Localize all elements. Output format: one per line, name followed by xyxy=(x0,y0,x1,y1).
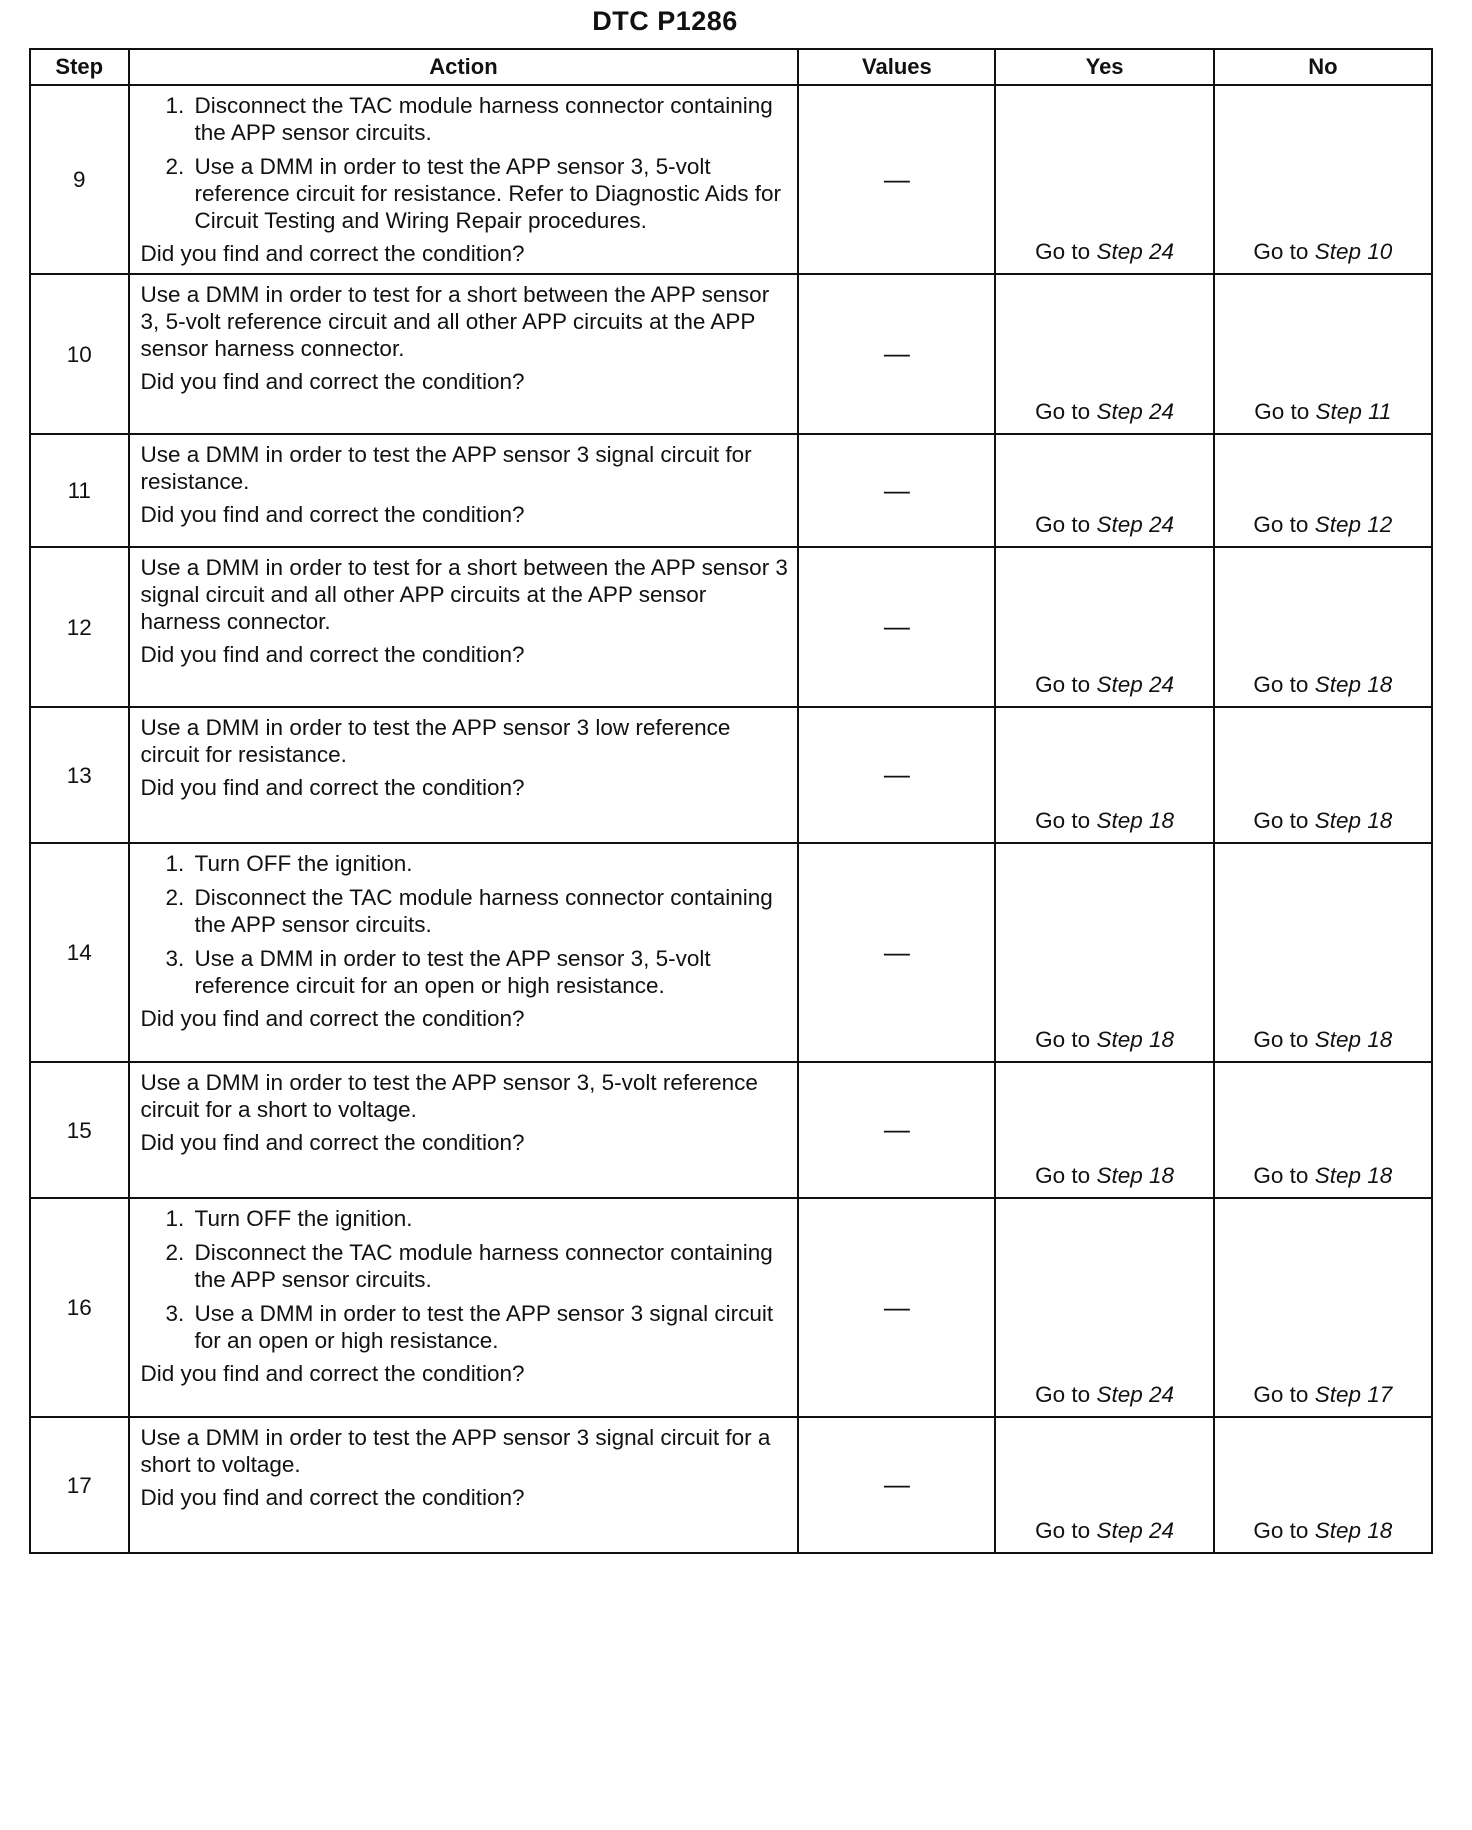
no-cell xyxy=(1214,1198,1432,1417)
action-question: Did you find and correct the condition? xyxy=(140,642,525,667)
yes-step-link: Step 18 xyxy=(1096,1163,1175,1188)
yes-cell xyxy=(995,274,1213,434)
action-cell xyxy=(129,707,799,843)
table-row xyxy=(30,547,1432,707)
action-text: Use a DMM in order to test the APP sensor 3 signal circuit for resistance. xyxy=(140,442,752,494)
step-number: 14 xyxy=(30,843,129,1062)
action-cell xyxy=(129,85,799,274)
action-text: Use a DMM in order to test for a short between the APP sensor 3 signal circuit and all other APP circuits at the APP sensor harness connector. xyxy=(140,555,788,634)
action-question: Did you find and correct the condition? xyxy=(140,369,525,394)
no-prefix: Go to xyxy=(1253,1163,1309,1188)
no-step-link: Step 18 xyxy=(1314,672,1393,697)
table-row xyxy=(30,1417,1432,1553)
action-steps-list xyxy=(141,850,790,999)
step-number: 16 xyxy=(30,1198,129,1417)
yes-prefix: Go to xyxy=(1035,1027,1091,1052)
action-step: 1. Turn OFF the ignition. xyxy=(191,850,790,877)
values-cell: — xyxy=(798,1417,995,1553)
yes-cell xyxy=(995,85,1213,274)
yes-prefix: Go to xyxy=(1035,672,1091,697)
step-number: 10 xyxy=(30,274,129,434)
no-step-link: Step 11 xyxy=(1315,399,1392,424)
yes-step-link: Step 24 xyxy=(1096,1518,1175,1543)
yes-prefix: Go to xyxy=(1035,512,1091,537)
yes-step-link: Step 24 xyxy=(1096,399,1175,424)
no-prefix: Go to xyxy=(1253,672,1309,697)
action-cell xyxy=(129,1198,799,1417)
yes-cell xyxy=(995,1198,1213,1417)
action-cell xyxy=(129,434,799,547)
no-cell xyxy=(1214,1417,1432,1553)
action-question: Did you find and correct the condition? xyxy=(140,241,525,266)
action-steps-list xyxy=(141,1205,790,1354)
yes-cell xyxy=(995,1417,1213,1553)
no-step-link: Step 17 xyxy=(1314,1382,1393,1407)
yes-step-link: Step 24 xyxy=(1096,1382,1175,1407)
action-cell xyxy=(129,274,799,434)
table-row xyxy=(30,843,1432,1062)
table-body xyxy=(30,85,1432,1553)
no-prefix: Go to xyxy=(1253,1518,1309,1543)
values-cell: — xyxy=(798,707,995,843)
yes-cell xyxy=(995,1062,1213,1198)
no-cell xyxy=(1214,707,1432,843)
column-header-no: No xyxy=(1214,49,1432,85)
no-cell xyxy=(1214,843,1432,1062)
step-number: 9 xyxy=(30,85,129,274)
action-text: Use a DMM in order to test the APP sensor 3 signal circuit for a short to voltage. xyxy=(140,1425,771,1477)
action-text: Use a DMM in order to test for a short between the APP sensor 3, 5-volt reference circuit and all other APP circuits at the APP sensor harness connector. xyxy=(140,282,770,361)
column-header-action: Action xyxy=(129,49,799,85)
table-row xyxy=(30,434,1432,547)
action-cell xyxy=(129,547,799,707)
yes-prefix: Go to xyxy=(1035,808,1091,833)
yes-prefix: Go to xyxy=(1035,239,1091,264)
action-cell xyxy=(129,843,799,1062)
yes-cell xyxy=(995,434,1213,547)
table-row xyxy=(30,274,1432,434)
values-cell: — xyxy=(798,547,995,707)
yes-prefix: Go to xyxy=(1035,1382,1091,1407)
no-prefix: Go to xyxy=(1253,1027,1309,1052)
action-question: Did you find and correct the condition? xyxy=(140,1361,525,1386)
action-step: 3. Use a DMM in order to test the APP sensor 3, 5-volt reference circuit for an open or high resistance. xyxy=(191,945,790,999)
no-step-link: Step 10 xyxy=(1314,239,1393,264)
no-prefix: Go to xyxy=(1253,808,1309,833)
action-question: Did you find and correct the condition? xyxy=(140,775,525,800)
no-cell xyxy=(1214,85,1432,274)
page-title: DTC P1286 xyxy=(592,6,738,36)
values-cell: — xyxy=(798,434,995,547)
yes-step-link: Step 24 xyxy=(1096,512,1175,537)
no-step-link: Step 12 xyxy=(1314,512,1393,537)
yes-cell xyxy=(995,843,1213,1062)
step-number: 12 xyxy=(30,547,129,707)
table-header-row xyxy=(30,49,1432,85)
yes-prefix: Go to xyxy=(1035,399,1091,424)
action-step: 2. Disconnect the TAC module harness connector containing the APP sensor circuits. xyxy=(191,884,790,938)
step-number: 15 xyxy=(30,1062,129,1198)
table-row xyxy=(30,1198,1432,1417)
yes-cell xyxy=(995,707,1213,843)
no-cell xyxy=(1214,274,1432,434)
action-steps-list xyxy=(141,92,790,234)
no-prefix: Go to xyxy=(1254,399,1310,424)
no-cell xyxy=(1214,547,1432,707)
no-step-link: Step 18 xyxy=(1314,1518,1393,1543)
diagnostic-table xyxy=(29,48,1433,1554)
yes-prefix: Go to xyxy=(1035,1518,1091,1543)
no-cell xyxy=(1214,1062,1432,1198)
no-step-link: Step 18 xyxy=(1314,1027,1393,1052)
yes-prefix: Go to xyxy=(1035,1163,1091,1188)
values-cell: — xyxy=(798,843,995,1062)
yes-step-link: Step 24 xyxy=(1096,672,1175,697)
action-step: 2. Disconnect the TAC module harness connector containing the APP sensor circuits. xyxy=(191,1239,790,1293)
column-header-values: Values xyxy=(798,49,995,85)
action-question: Did you find and correct the condition? xyxy=(140,1006,525,1031)
action-cell xyxy=(129,1062,799,1198)
yes-step-link: Step 18 xyxy=(1096,808,1175,833)
no-prefix: Go to xyxy=(1253,512,1309,537)
step-number: 11 xyxy=(30,434,129,547)
action-question: Did you find and correct the condition? xyxy=(140,1485,525,1510)
no-cell xyxy=(1214,434,1432,547)
action-question: Did you find and correct the condition? xyxy=(140,1130,525,1155)
action-step: 2. Use a DMM in order to test the APP sensor 3, 5-volt reference circuit for resistance. Refer to Diagnostic Aids for Circuit Testing and Wiring Repair procedures. xyxy=(191,153,790,234)
values-cell: — xyxy=(798,85,995,274)
step-number: 17 xyxy=(30,1417,129,1553)
column-header-yes: Yes xyxy=(995,49,1213,85)
action-text: Use a DMM in order to test the APP sensor 3 low reference circuit for resistance. xyxy=(140,715,731,767)
values-cell: — xyxy=(798,274,995,434)
values-cell: — xyxy=(798,1062,995,1198)
action-question: Did you find and correct the condition? xyxy=(140,502,525,527)
action-cell xyxy=(129,1417,799,1553)
table-row xyxy=(30,707,1432,843)
action-step: 3. Use a DMM in order to test the APP sensor 3 signal circuit for an open or high resistance. xyxy=(191,1300,790,1354)
column-header-step: Step xyxy=(30,49,129,85)
action-step: 1. Turn OFF the ignition. xyxy=(191,1205,790,1232)
table-row xyxy=(30,85,1432,274)
no-step-link: Step 18 xyxy=(1314,1163,1393,1188)
action-step: 1. Disconnect the TAC module harness connector containing the APP sensor circuits. xyxy=(191,92,790,146)
no-prefix: Go to xyxy=(1253,1382,1309,1407)
table-row xyxy=(30,1062,1432,1198)
yes-step-link: Step 18 xyxy=(1096,1027,1175,1052)
action-text: Use a DMM in order to test the APP sensor 3, 5-volt reference circuit for a short to voltage. xyxy=(140,1070,758,1122)
yes-step-link: Step 24 xyxy=(1096,239,1175,264)
step-number: 13 xyxy=(30,707,129,843)
yes-cell xyxy=(995,547,1213,707)
values-cell: — xyxy=(798,1198,995,1417)
no-prefix: Go to xyxy=(1253,239,1309,264)
no-step-link: Step 18 xyxy=(1314,808,1393,833)
